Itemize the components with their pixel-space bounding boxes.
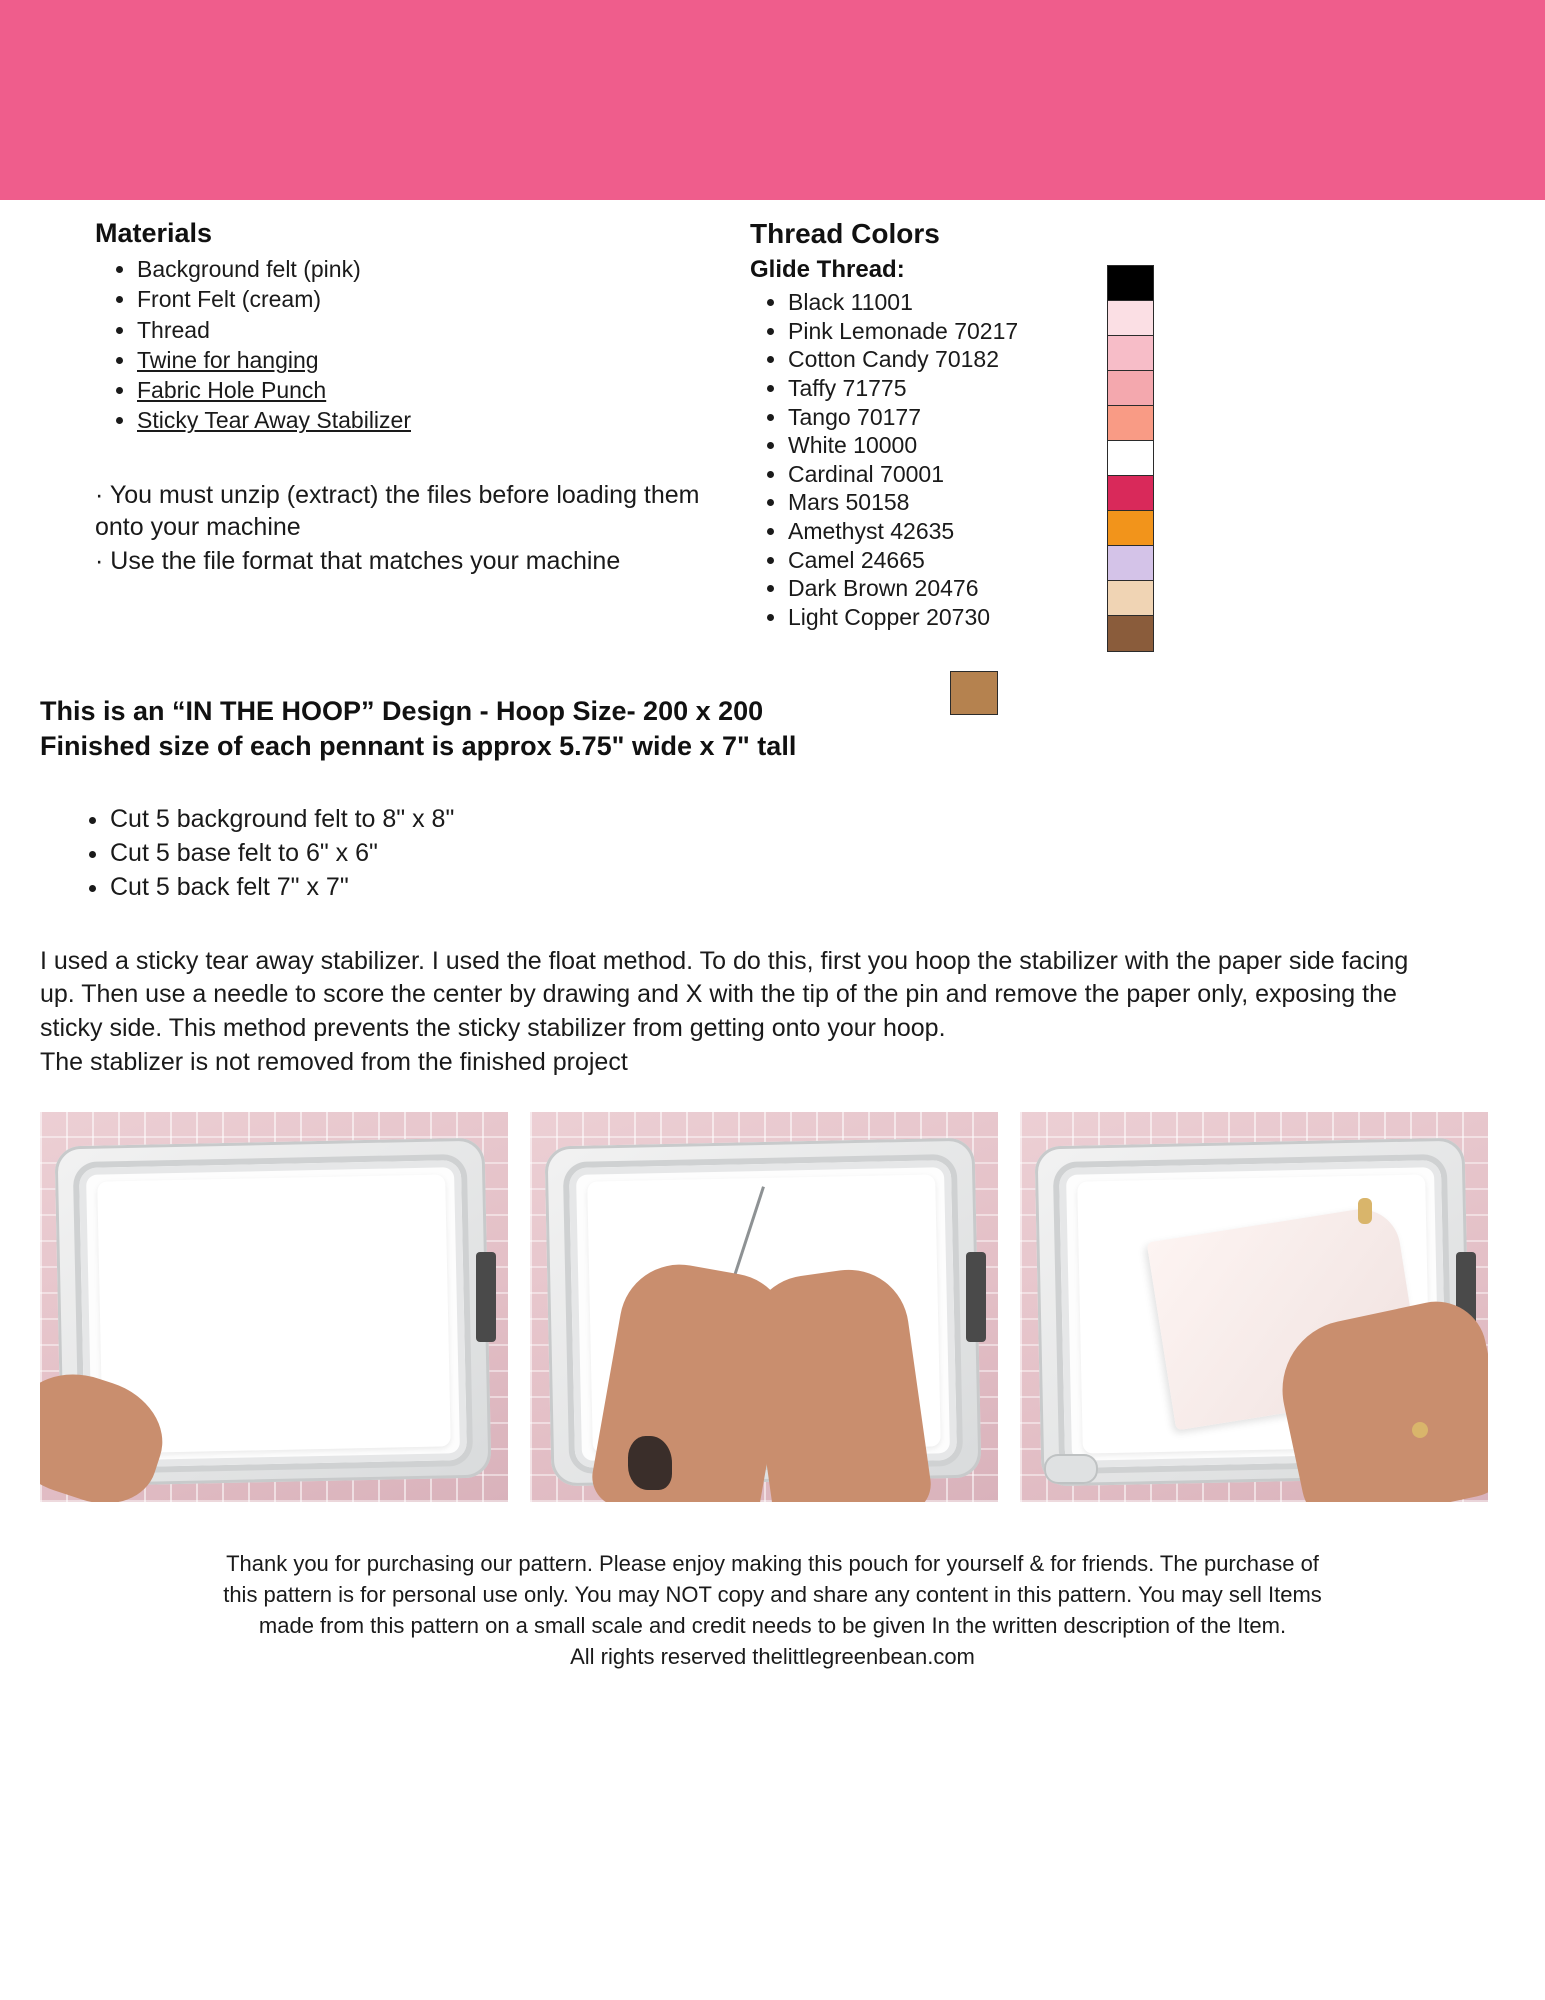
hoop-knob (1044, 1454, 1098, 1484)
hoop-size-statement (40, 694, 1505, 766)
footer-line-3: made from this pattern on a small scale and credit needs to be given In the written description of the Item. (258, 1613, 1287, 1639)
hoop-line-2: Finished size of each pennant is approx 5.75" wide x 7" tall (40, 731, 797, 762)
list-item: • Camel 24665 (788, 546, 1180, 575)
light-copper-swatch (950, 671, 998, 715)
file-notes (95, 479, 730, 577)
footer-line-1: Thank you for purchasing our pattern. Please enjoy making this pouch for yourself & for friends. The purchase of (226, 1550, 1319, 1576)
color-swatch (1108, 301, 1153, 336)
list-item: • Thread (137, 316, 730, 344)
ring-jewelry (1412, 1422, 1428, 1438)
list-item: • Front Felt (cream) (137, 285, 730, 313)
list-item: • Cardinal 70001 (788, 460, 1180, 489)
instructions-secondary: The stablizer is not removed from the finished project (40, 1047, 628, 1076)
list-item: • Mars 50158 (788, 488, 1180, 517)
cutting-list (40, 803, 1505, 904)
ring-jewelry (1358, 1198, 1372, 1224)
photo-row (40, 1112, 1505, 1502)
thread-color-swatch-strip (1107, 265, 1154, 652)
color-swatch (1108, 336, 1153, 371)
hoop-clamp (966, 1252, 986, 1342)
list-item: • White 10000 (788, 431, 1180, 460)
list-item: • Light Copper 20730 (788, 603, 1180, 632)
hooped-stabilizer-photo (40, 1112, 508, 1502)
list-item: • Black 11001 (788, 288, 1180, 317)
list-item: • Twine for hanging (137, 346, 730, 374)
list-item: • Amethyst 42635 (788, 517, 1180, 546)
list-item: • Pink Lemonade 70217 (788, 317, 1180, 346)
materials-column (40, 218, 730, 579)
list-item: • Dark Brown 20476 (788, 574, 1180, 603)
footer-line-4: All rights reserved thelittlegreenbean.com (570, 1644, 975, 1670)
top-section (40, 218, 1505, 632)
list-item: • Fabric Hole Punch (137, 376, 730, 404)
color-swatch (1108, 441, 1153, 476)
header-color-band (0, 0, 1545, 200)
peeling-paper-photo (1020, 1112, 1488, 1502)
color-swatch (1108, 511, 1153, 546)
color-swatch (1108, 476, 1153, 511)
color-swatch (1108, 546, 1153, 581)
glide-thread-subtitle: Glide Thread: (750, 256, 905, 283)
instructions-main: I used a sticky tear away stabilizer. I used the float method. To do this, first you hoop the stabilizer with the paper side facing up. Then use a needle to score the center by drawing and X with the tip of the pin and remove the paper only, exposing the sticky side. This method prevents the sticky stabilizer from getting onto your hoop. (40, 946, 1409, 1043)
instructions-paragraph (40, 945, 1410, 1080)
list-item: • Background felt (pink) (137, 255, 730, 283)
list-item: • Cotton Candy 70182 (788, 345, 1180, 374)
color-swatch (1108, 581, 1153, 616)
materials-list (95, 255, 730, 435)
thread-colors-column (730, 218, 1505, 632)
note-line-1: · You must unzip (extract) the files before loading them onto your machine (95, 480, 700, 541)
color-swatch (1108, 616, 1153, 651)
document-page (0, 218, 1545, 1673)
needle-scoring-photo (530, 1112, 998, 1502)
color-swatch (1108, 371, 1153, 406)
list-item: • Tango 70177 (788, 403, 1180, 432)
hoop-line-1: This is an “IN THE HOOP” Design - Hoop Size- 200 x 200 (40, 695, 764, 726)
materials-title: Materials (95, 218, 213, 248)
hoop-clamp (476, 1252, 496, 1342)
list-item: • Taffy 71775 (788, 374, 1180, 403)
list-item: • Cut 5 background felt to 8" x 8" (110, 803, 1505, 837)
footer-line-2: this pattern is for personal use only. You may NOT copy and share any content in this pattern. You may sell Items (223, 1581, 1322, 1607)
list-item: • Cut 5 back felt 7" x 7" (110, 871, 1505, 905)
tattoo (628, 1436, 672, 1490)
list-item: • Cut 5 base felt to 6" x 6" (110, 837, 1505, 871)
footer-notice (40, 1548, 1505, 1673)
thread-colors-title: Thread Colors (750, 218, 940, 249)
color-swatch (1108, 406, 1153, 441)
note-line-2: · Use the file format that matches your machine (95, 546, 621, 575)
color-swatch (1108, 266, 1153, 301)
list-item: • Sticky Tear Away Stabilizer (137, 406, 730, 434)
